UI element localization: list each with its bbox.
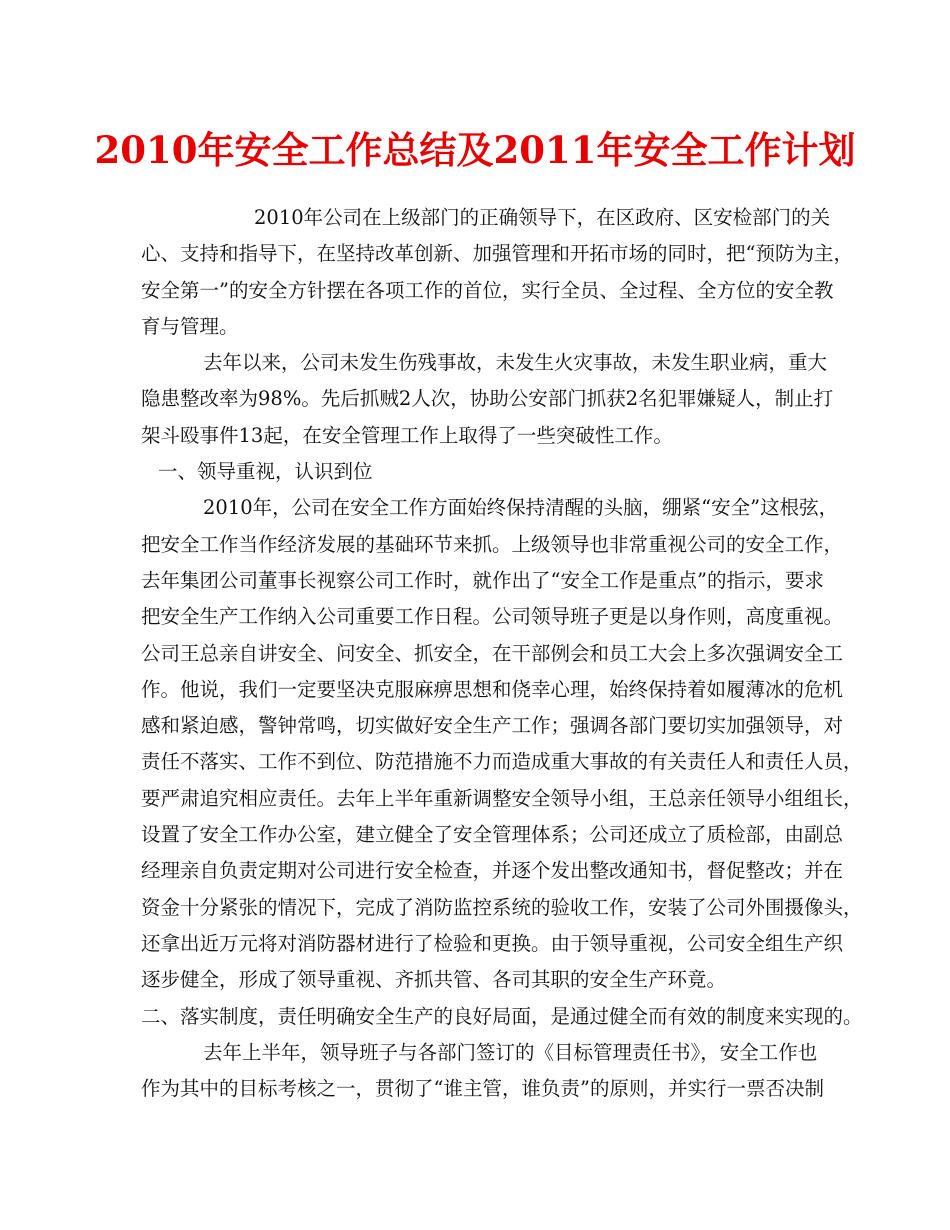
- body-line: 安全第一”的安全方针摆在各项工作的首位，实行全员、全过程、全方位的安全教: [141, 278, 834, 302]
- body-line: 2010年，公司在安全工作方面始终保持清醒的头脑，绷紧“安全”这根弦，: [203, 496, 839, 520]
- body-line: 感和紧迫感，警钟常鸣，切实做好安全生产工作；强调各部门要切实加强领导，对: [141, 714, 844, 738]
- body-line: 设置了安全工作办公室，建立健全了安全管理体系；公司还成立了质检部，由副总: [141, 823, 844, 847]
- section-heading: 一、领导重视，认识到位: [158, 460, 373, 484]
- body-line: 要严肃追究相应责任。去年上半年重新调整安全领导小组，王总亲任领导小组组长，: [141, 786, 863, 810]
- body-line: 责任不落实、工作不到位、防范措施不力而造成重大事故的有关责任人和责任人员，: [141, 750, 863, 774]
- body-line: 把安全工作当作经济发展的基础环节来抓。上级领导也非常重视公司的安全工作，: [141, 532, 844, 556]
- body-line: 把安全生产工作纳入公司重要工作日程。公司领导班子更是以身作则，高度重视。: [141, 605, 844, 629]
- body-line: 作。他说，我们一定要坚决克服麻痹思想和侥幸心理，始终保持着如履薄冰的危机: [141, 677, 844, 701]
- body-line: 作为其中的目标考核之一，贯彻了“谁主管，谁负责”的原则，并实行一票否决制: [141, 1077, 824, 1101]
- body-line: 育与管理。: [141, 314, 239, 338]
- body-line: 心、支持和指导下，在坚持改革创新、加强管理和开拓市场的同时，把“预防为主，: [141, 242, 853, 266]
- document-body: [141, 200, 863, 1107]
- body-line: 公司王总亲自讲安全、问安全、抓安全，在干部例会和员工大会上多次强调安全工: [141, 641, 844, 665]
- section-heading: 二、落实制度，责任明确安全生产的良好局面，是通过健全而有效的制度来实现的。: [141, 1004, 863, 1028]
- body-line: 架斗殴事件13起，在安全管理工作上取得了一些突破性工作。: [141, 423, 673, 447]
- body-line: 经理亲自负责定期对公司进行安全检查，并逐个发出整改通知书，督促整改；并在: [141, 859, 844, 883]
- document-title: 2010年安全工作总结及2011年安全工作计划: [94, 128, 856, 172]
- body-line: 隐患整改率为98%。先后抓贼2人次，协助公安部门抓获2名犯罪嫌疑人，制止打: [141, 387, 834, 411]
- body-line: 去年上半年，领导班子与各部门签订的《目标管理责任书》，安全工作也: [203, 1040, 818, 1064]
- body-line: 逐步健全，形成了领导重视、齐抓共管、各司其职的安全生产环竟。: [141, 968, 727, 992]
- body-line: 2010年公司在上级部门的正确领导下，在区政府、区安检部门的关: [254, 206, 831, 229]
- body-line: 还拿出近万元将对消防器材进行了检验和更换。由于领导重视，公司安全组生产织: [141, 931, 844, 955]
- body-line: 资金十分紧张的情况下，完成了消防监控系统的验收工作，安装了公司外围摄像头，: [141, 895, 863, 919]
- body-line: 去年集团公司董事长视察公司工作时，就作出了“安全工作是重点”的指示，要求: [141, 568, 824, 592]
- body-line: 去年以来，公司未发生伤残事故，未发生火灾事故，未发生职业病，重大: [203, 351, 828, 375]
